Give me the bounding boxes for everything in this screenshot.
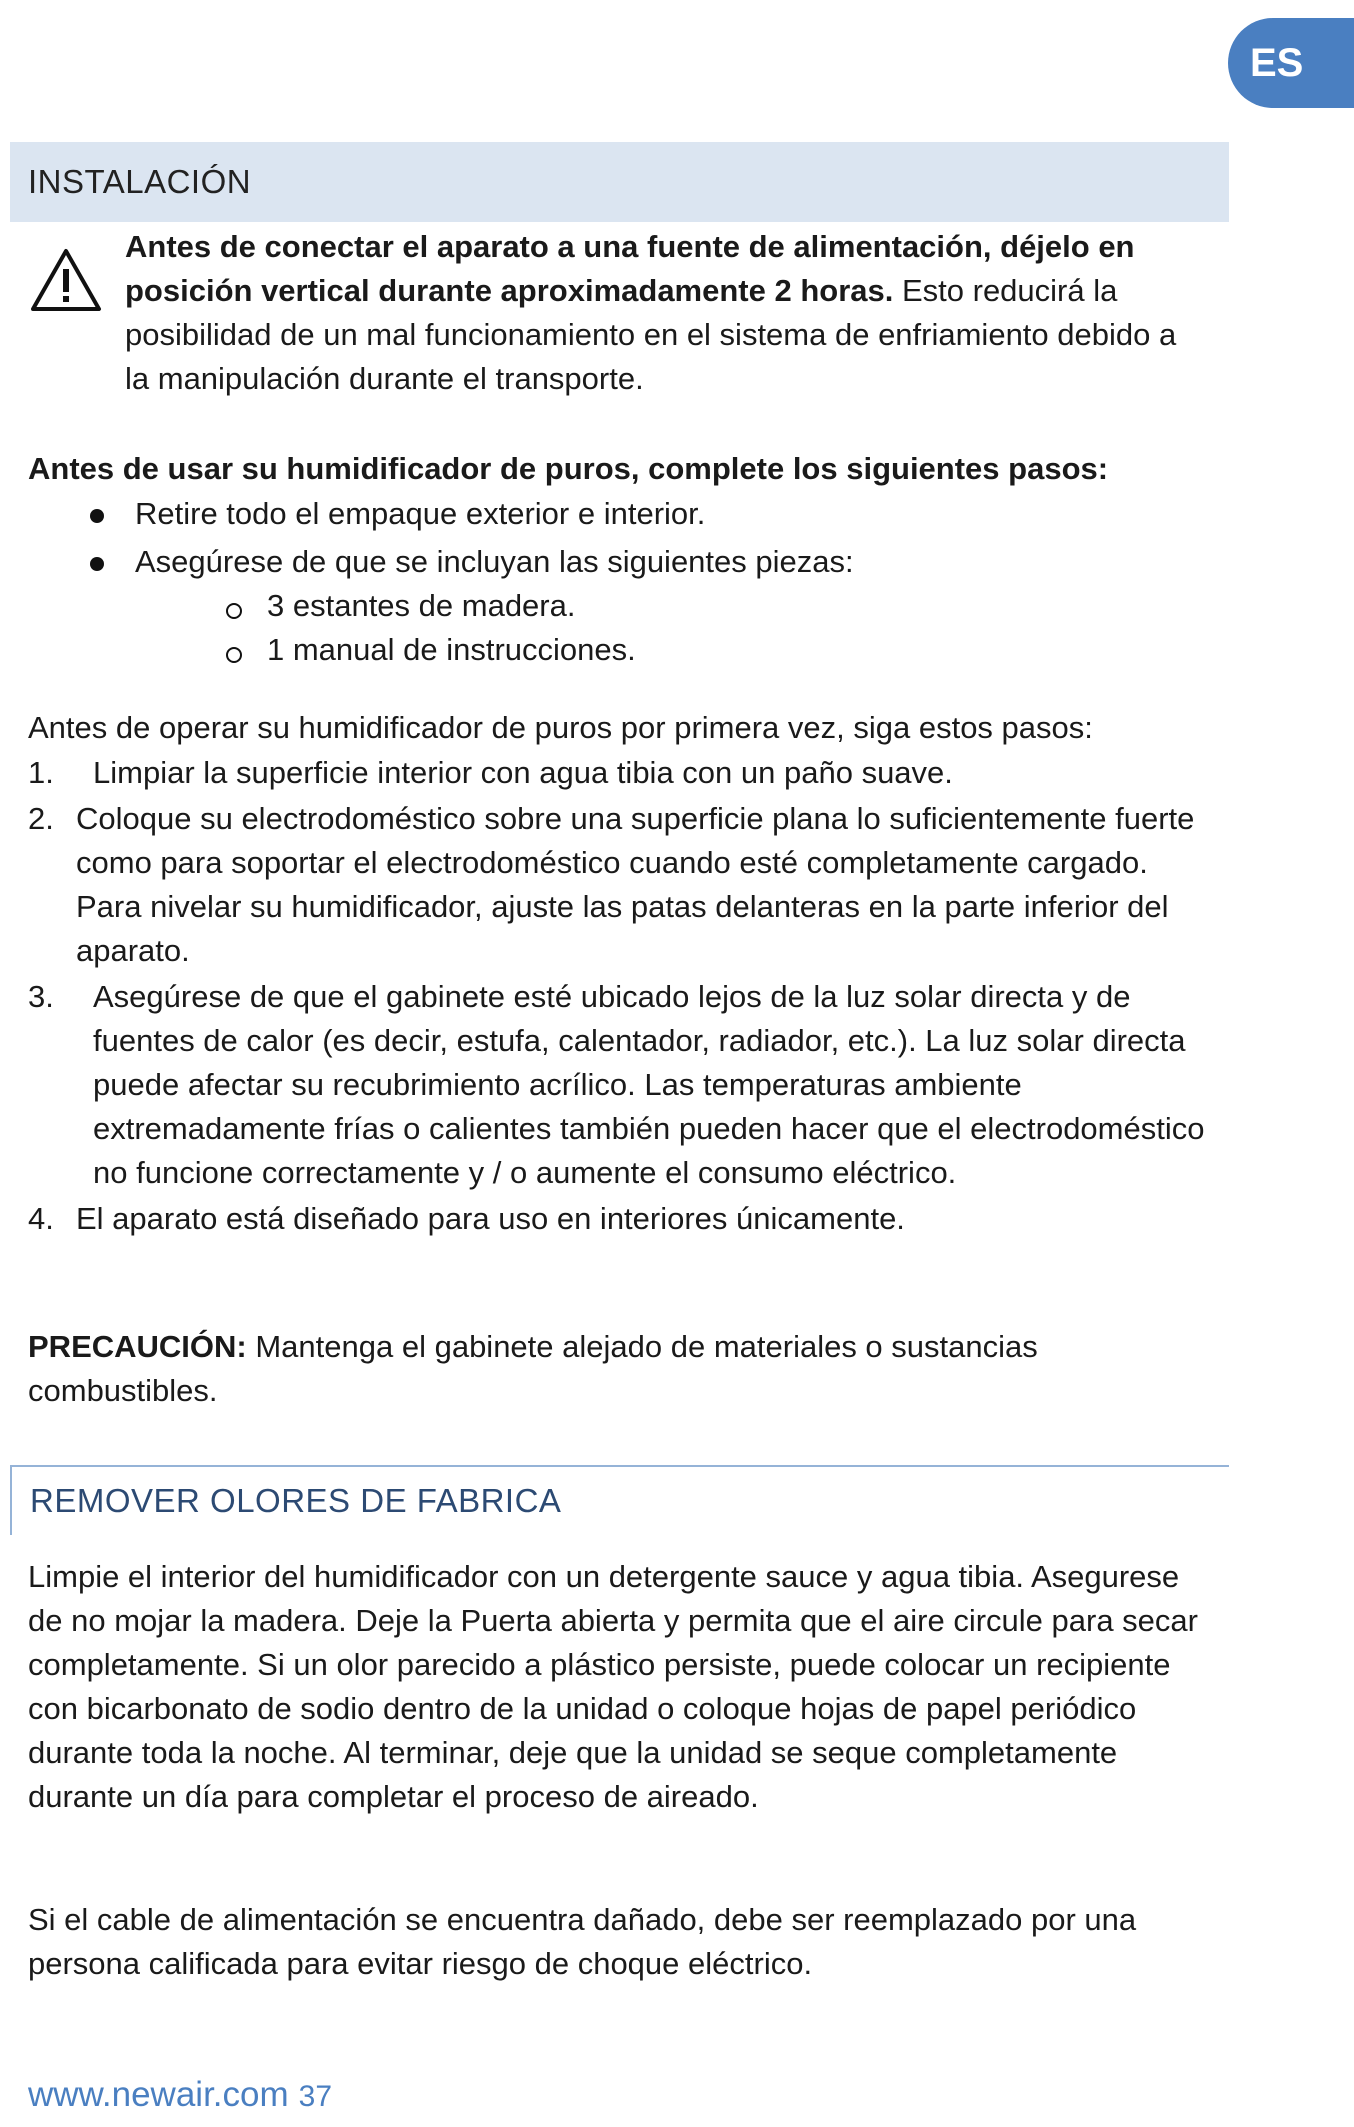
- list-item: Retire todo el empaque exterior e interior.: [90, 492, 1240, 536]
- caution-text: Mantenga el gabinete alejado de materiales o sustancias combustibles.: [28, 1329, 1038, 1408]
- caution-note: [28, 1325, 1178, 1413]
- circle-bullet-icon: [226, 647, 242, 663]
- warning-bold: Antes de conectar el aparato a una fuente de alimentación, déjelo en posición vertical durante aproximadamente 2 horas.: [125, 229, 1135, 308]
- caution-label: PRECAUCIÓN:: [28, 1329, 247, 1364]
- step-item: 1. Limpiar la superficie interior con agua tibia con un paño suave.: [28, 755, 953, 790]
- power-cord-paragraph: Si el cable de alimentación se encuentra dañado, debe ser reemplazado por una persona calificada para evitar riesgo de choque eléctrico.: [28, 1902, 1137, 1981]
- remove-odors-paragraph: Limpie el interior del humidificador con un detergente sauce y agua tibia. Asegurese de no mojar la madera. Deje la Puerta abierta y permita que el aire circule para secar completamente. Si un olor parecido a plástico persiste, puede colocar un recipiente con bicarbonato de sodio dentro de la unidad o coloque hojas de papel periódico durante toda la noche. Al terminar, deje que la unidad se seque completamente durante un día para completar el proceso de aireado.: [28, 1559, 1198, 1814]
- page-number: 37: [298, 2080, 333, 2113]
- bullet-icon: [90, 557, 104, 571]
- footer: [28, 2075, 332, 2115]
- included-parts: [222, 584, 1122, 672]
- step-item: 2. Coloque su electrodoméstico sobre una superficie plana lo suficientemente fuerte como para soportar el electrodoméstico cuando esté completamente cargado. Para nivelar su humidificador, ajuste las patas delanteras en la parte inferior del aparato.: [28, 801, 1195, 968]
- step-item: 4. El aparato está diseñado para uso en interiores únicamente.: [28, 1201, 905, 1236]
- list-item: 1 manual de instrucciones.: [222, 628, 1122, 672]
- list-item: Asegúrese de que se incluyan las siguientes piezas:: [90, 540, 1240, 584]
- prep-bullets: [90, 492, 1240, 588]
- operate-steps: [28, 751, 1208, 1241]
- warning-icon: [30, 247, 102, 313]
- circle-bullet-icon: [226, 603, 242, 619]
- bullet-icon: [90, 509, 104, 523]
- operate-intro: Antes de operar su humidificador de puros por primera vez, siga estos pasos:: [28, 710, 1093, 745]
- language-tab: ES: [1228, 18, 1354, 108]
- warning-text: [125, 225, 1205, 401]
- step-item: 3. Asegúrese de que el gabinete esté ubicado lejos de la luz solar directa y de fuentes de calor (es decir, estufa, calentador, radiador, etc.). La luz solar directa puede afectar su recubrimiento acrílico. Las temperaturas ambiente extremadamente frías o calientes también pueden hacer que el electrodoméstico no funcione correctamente y / o aumente el consumo eléctrico.: [28, 979, 1205, 1190]
- warning-rest: Esto reducirá la posibilidad de un mal funcionamiento en el sistema de enfriamiento debido a la manipulación durante el transporte.: [125, 273, 1177, 396]
- footer-url[interactable]: www.newair.com: [28, 2075, 289, 2114]
- remove-odors-heading: REMOVER OLORES DE FABRICA: [10, 1465, 1229, 1535]
- installation-heading: INSTALACIÓN: [10, 142, 1229, 222]
- prep-title: Antes de usar su humidificador de puros, complete los siguientes pasos:: [28, 451, 1109, 486]
- list-item: 3 estantes de madera.: [222, 584, 1122, 628]
